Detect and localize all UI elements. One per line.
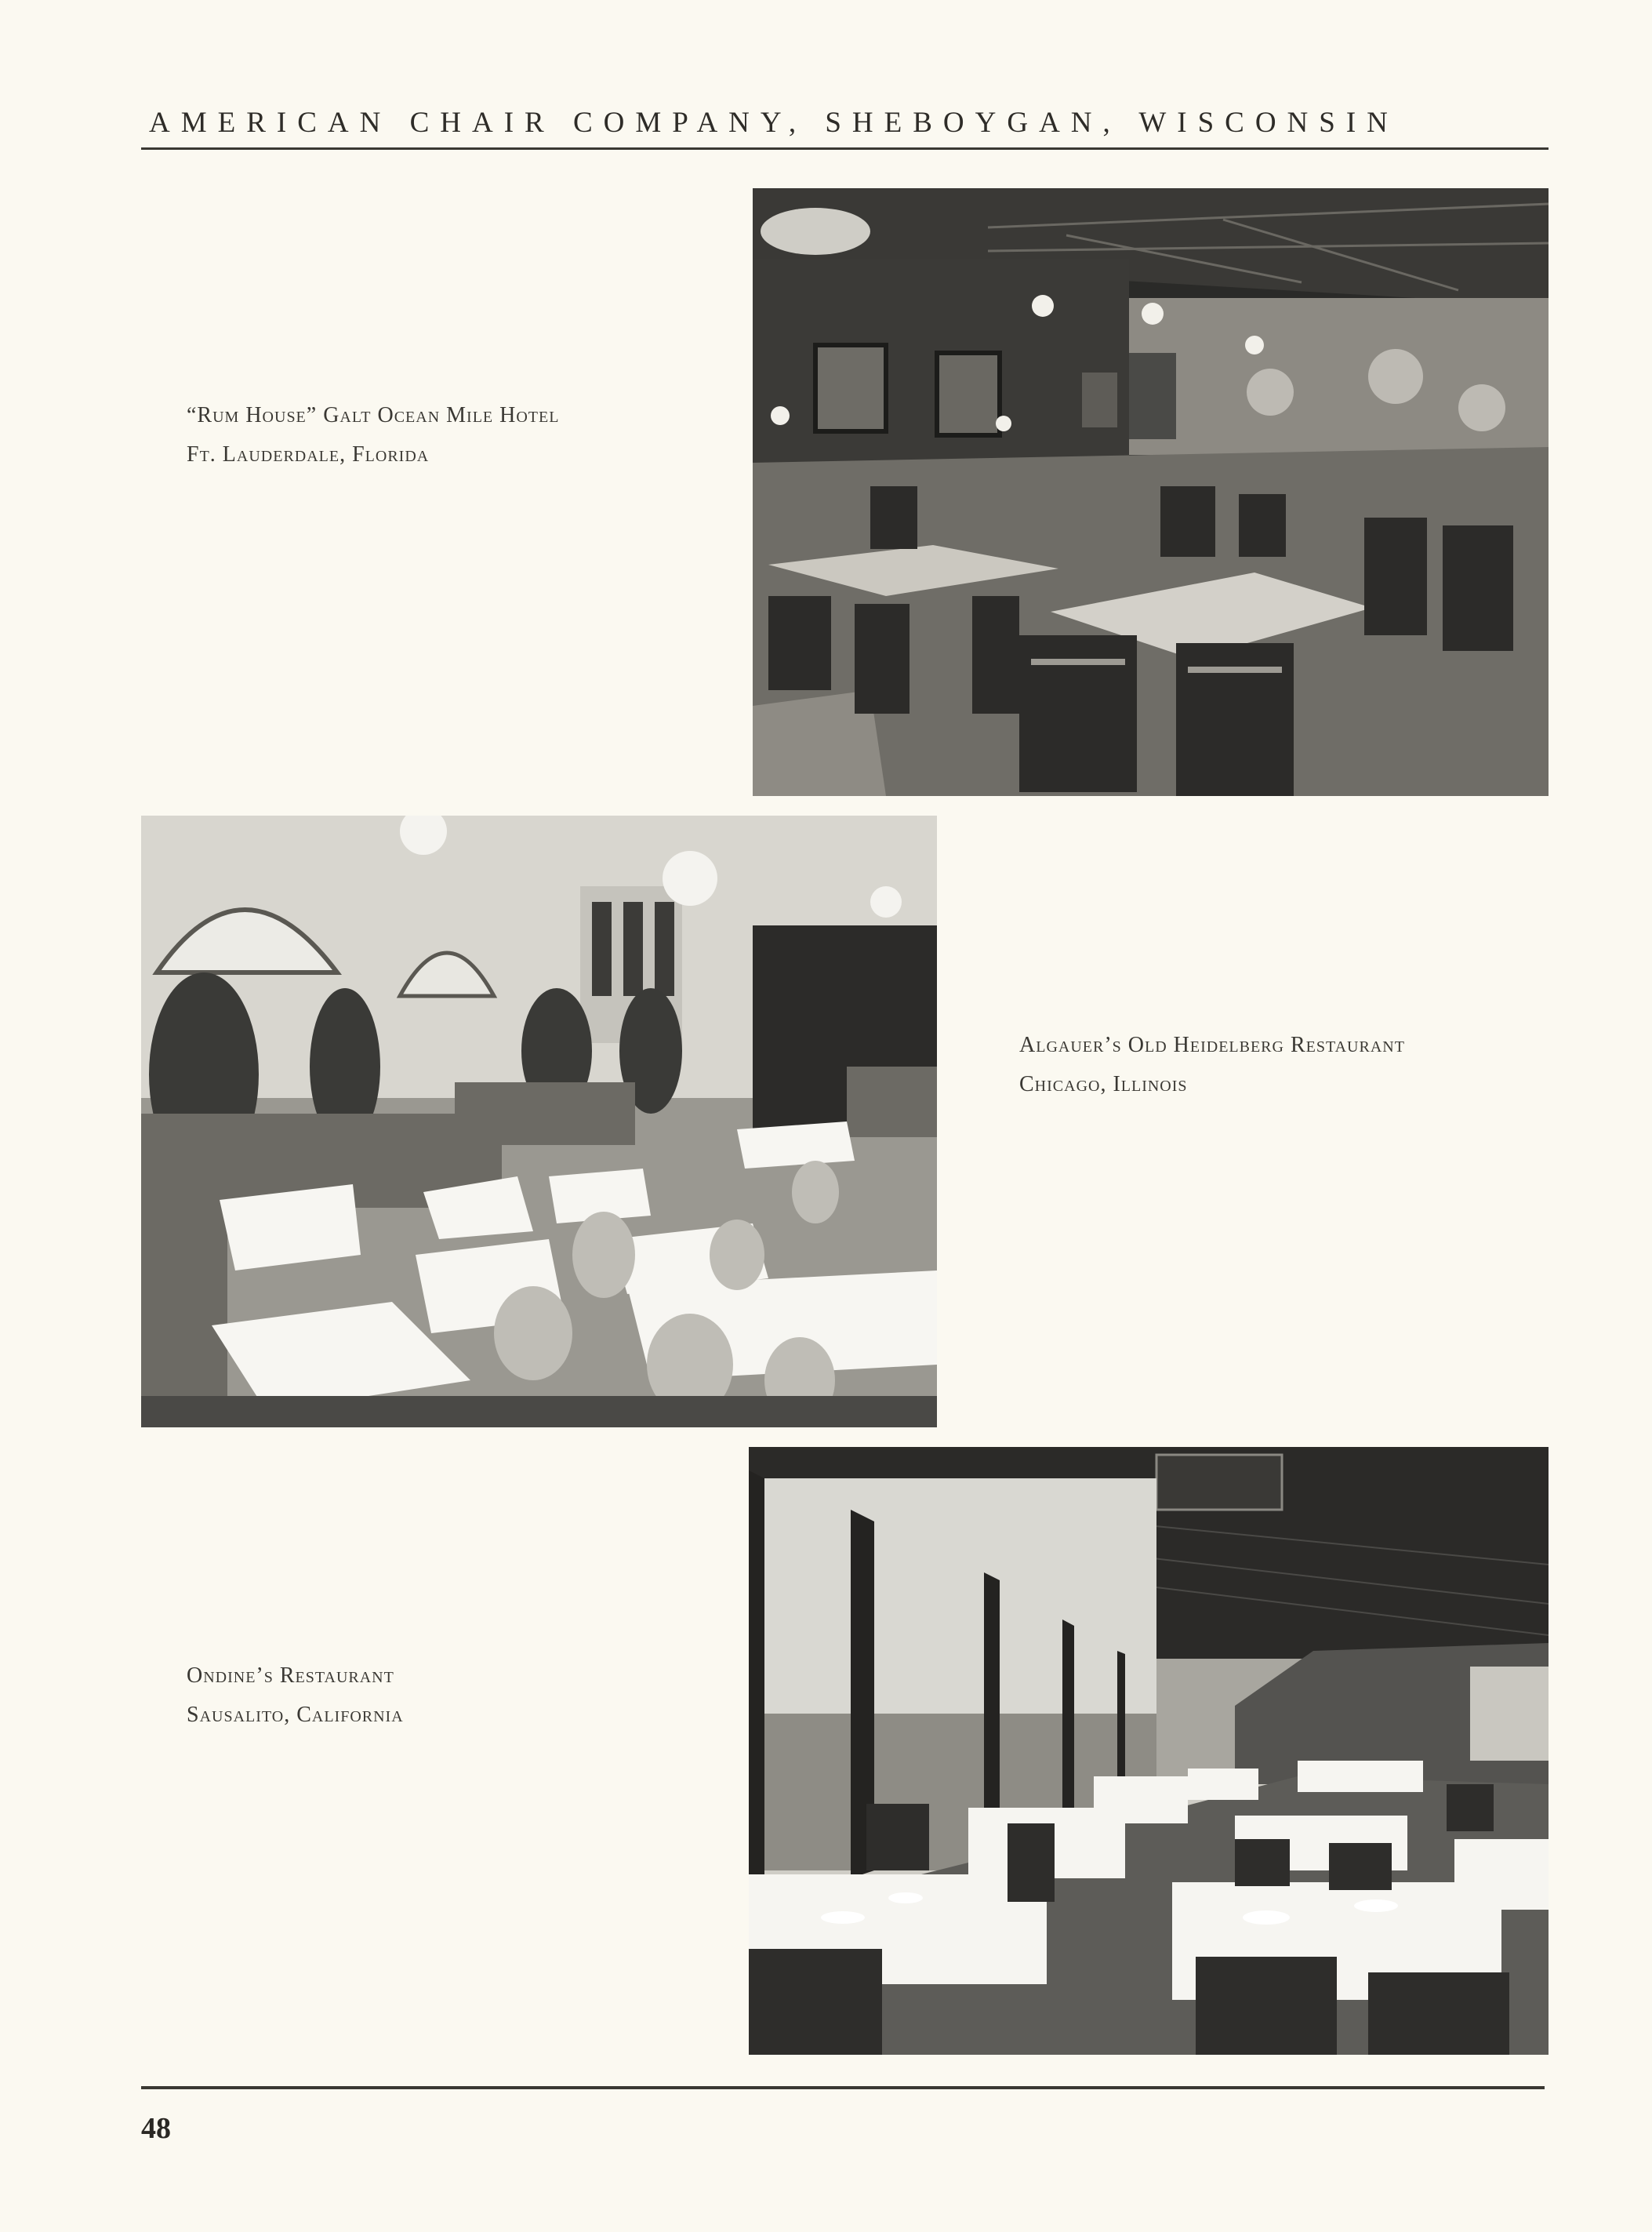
photo-rum-house <box>753 188 1549 796</box>
caption-location: Chicago, Illinois <box>1019 1072 1188 1096</box>
running-header: AMERICAN CHAIR COMPANY, SHEBOYGAN, WISCONSIN <box>149 107 1399 139</box>
header-rule <box>141 147 1549 150</box>
page-number: 48 <box>141 2112 171 2145</box>
photo-algauers-old-heidelberg <box>141 816 937 1427</box>
caption-title: Algauer’s Old Heidelberg Restaurant <box>1019 1033 1405 1057</box>
caption-title: Ondine’s Restaurant <box>187 1663 394 1688</box>
caption-title: “Rum House” Galt Ocean Mile Hotel <box>187 403 560 427</box>
photo-ondines <box>749 1447 1549 2055</box>
caption-algauers <box>1019 1026 1405 1104</box>
caption-location: Sausalito, California <box>187 1703 404 1727</box>
caption-rum-house <box>187 396 559 474</box>
caption-location: Ft. Lauderdale, Florida <box>187 442 430 467</box>
caption-ondines <box>187 1656 404 1735</box>
footer-rule <box>141 2086 1545 2089</box>
